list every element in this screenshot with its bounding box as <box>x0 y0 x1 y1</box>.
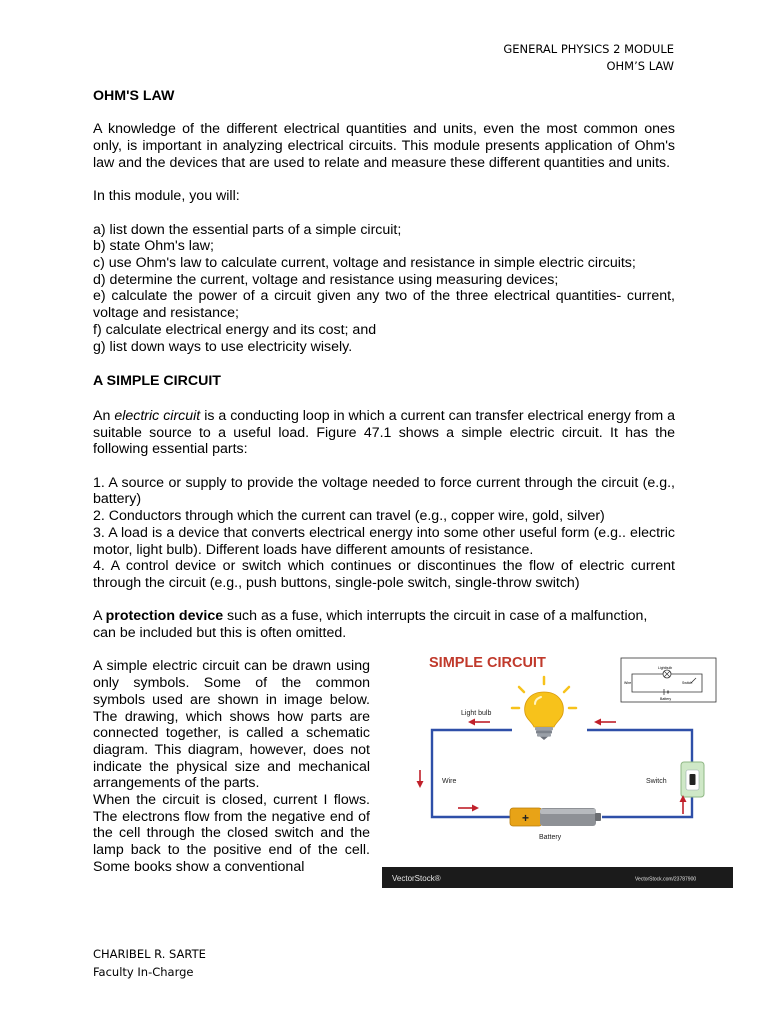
protection-paragraph-rest: can be included but this is often omitted. <box>93 625 347 642</box>
closed-circuit-paragraph: When the circuit is closed, current I flows. The electrons flow from the negative end of the cell through the closed switch and the lamp back to the positive end of the cell. Some books show a conventional <box>93 792 370 875</box>
figure-title: SIMPLE CIRCUIT <box>429 655 546 672</box>
text-span: A <box>93 608 106 625</box>
section-title-simple-circuit: A SIMPLE CIRCUIT <box>93 373 221 390</box>
objective-item: d) determine the current, voltage and resistance using measuring devices; <box>93 271 559 288</box>
protection-paragraph-first-line <box>93 608 675 625</box>
electric-circuit-paragraph <box>93 408 675 458</box>
mini-lightbulb-label: Lightbulb <box>658 666 673 671</box>
page-header <box>503 41 674 75</box>
objective-item: g) list down ways to use electricity wisely. <box>93 338 353 355</box>
mini-battery-label: Battery <box>660 697 672 702</box>
objective-item: b) state Ohm's law; <box>93 238 214 255</box>
page-footer <box>93 945 206 981</box>
objective-item: a) list down the essential parts of a simple circuit; <box>93 221 402 238</box>
battery-label: Battery <box>539 834 562 842</box>
author-role: Faculty In-Charge <box>93 965 194 979</box>
mini-schematic-icon <box>621 658 716 702</box>
switch-label: Switch <box>646 778 667 786</box>
page-title: OHM'S LAW <box>93 88 175 104</box>
objective-item: e) calculate the power of a circuit given any two of the three electrical quantities- current, voltage and resistance; <box>93 288 675 322</box>
bold-protection-device: protection device <box>105 608 224 625</box>
mini-switch-label: Switch <box>682 681 693 686</box>
light-bulb-label: Light bulb <box>461 710 492 718</box>
text-span: An <box>93 407 115 424</box>
part-item: 1. A source or supply to provide the voltage needed to force current through the circuit (e.g., battery) <box>93 474 675 508</box>
simple-circuit-figure <box>382 634 733 894</box>
part-item: 2. Conductors through which the current can travel (e.g., copper wire, gold, silver) <box>93 508 605 525</box>
text-span: is a conducting loop in which a current can transfer electrical energy from a suitable source to a useful load. Figure 47.1 shows a simple electric circuit. It has the following essential parts: <box>93 407 676 458</box>
vectorstock-watermark: VectorStock® <box>392 874 441 884</box>
battery-plus-sign: + <box>522 811 530 826</box>
page-content <box>93 88 697 884</box>
mini-wire-label: Wire <box>624 681 632 686</box>
emphasis-electric-circuit: electric circuit <box>114 407 201 424</box>
battery-icon <box>510 808 601 826</box>
objectives-list <box>93 222 675 356</box>
header-line-1: GENERAL PHYSICS 2 MODULE <box>503 42 674 56</box>
objective-item: c) use Ohm's law to calculate current, voltage and resistance in simple electric circuits; <box>93 254 636 271</box>
author-name: CHARIBEL R. SARTE <box>93 947 206 961</box>
part-item: 4. A control device or switch which continues or discontinues the flow of electric current through the circuit (e.g., push buttons, single-pole switch, single-throw switch) <box>93 558 675 591</box>
part-item: 3. A load is a device that converts electrical energy into some other useful form (e.g.. electric motor, light bulb). Different loads have different amounts of resistance. <box>93 524 675 558</box>
wire-label: Wire <box>442 778 457 786</box>
circuit-parts-list <box>93 475 675 592</box>
two-column-section <box>93 608 697 884</box>
switch-icon <box>681 762 704 797</box>
intro-paragraph: A knowledge of the different electrical quantities and units, even the most common ones only, is important in analyzing electrical circuits. This module presents application of Ohm's law and the devices that are used to relate and measure these different quantities and units. <box>93 121 675 171</box>
header-line-2: OHM’S LAW <box>606 59 674 73</box>
vectorstock-url: VectorStock.com/23787900 <box>635 876 697 883</box>
objective-item: f) calculate electrical energy and its cost; and <box>93 321 377 338</box>
left-column <box>93 625 370 876</box>
text-span: such as a fuse, which interrupts the circuit in case of a malfunction, <box>223 608 648 625</box>
symbols-paragraph: A simple electric circuit can be drawn using only symbols. Some of the common symbols used are shown in image below. The drawing, which shows how parts are connected together, is called a schematic diagram. This diagram, however, does not indicate the physical size and mechanical arrangements of the parts. <box>93 658 370 792</box>
module-intro: In this module, you will: <box>93 188 240 205</box>
